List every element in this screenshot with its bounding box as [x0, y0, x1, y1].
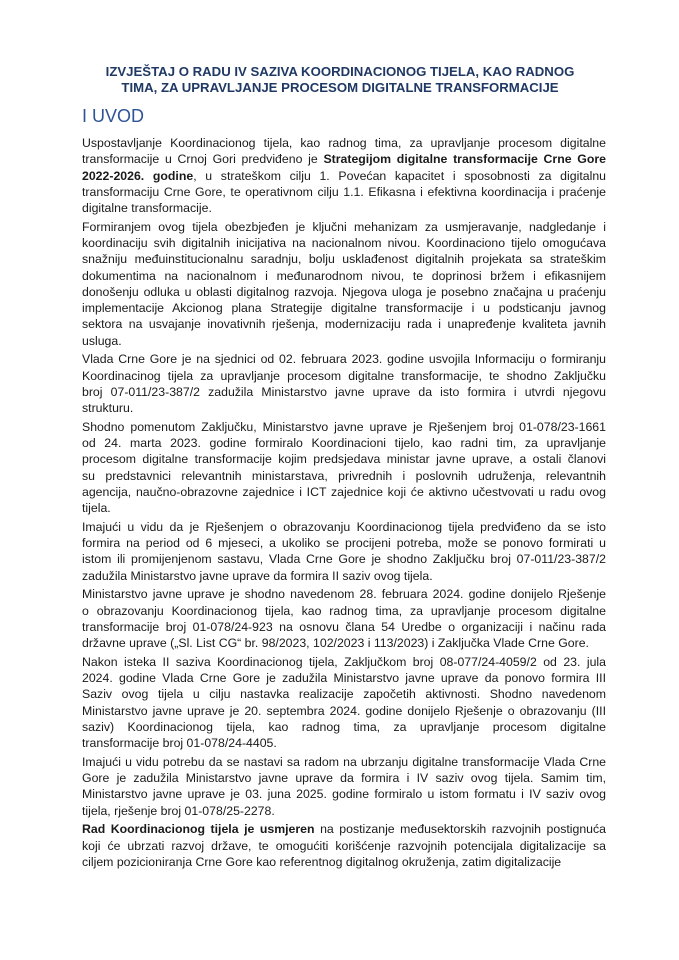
- paragraph: [82, 351, 606, 416]
- text-line: [82, 200, 606, 216]
- paragraph: [82, 219, 606, 349]
- text-line: [82, 368, 606, 384]
- text-line: [82, 770, 606, 786]
- text-line: [82, 500, 606, 516]
- text: zadužila Ministarstvo javne uprave da formira II saziv ovog tijela.: [82, 568, 433, 583]
- text-line: [82, 333, 606, 349]
- text-line: [82, 300, 606, 316]
- text: tijela.: [82, 501, 111, 515]
- paragraph: [82, 754, 606, 819]
- text-line: [82, 251, 606, 267]
- text-line: [82, 719, 606, 735]
- text: procesom digitalne transformacije kojim predsjedava ministar javne uprave, a ostali članovi: [82, 452, 606, 467]
- bold-text: Strategijom digitalne transformacije Crne Gore: [323, 152, 606, 167]
- paragraph: [82, 135, 606, 216]
- text: Shodno pomenutom Zaključku, Ministarstvo javne uprave je Rješenjem broj 01-078/23-1661: [82, 419, 606, 434]
- text: Ministarstvo javne uprave je 03. juna 2025. godine formiralo u istom formatu i IV saziv ovog: [82, 787, 606, 802]
- text: transformacije broj 01-078/24-4405.: [82, 736, 277, 750]
- paragraph: [82, 419, 606, 517]
- text-line: [82, 803, 606, 819]
- text-line: [82, 168, 606, 184]
- text-line: [82, 568, 606, 584]
- text-line: [82, 786, 606, 802]
- text-line: [82, 219, 606, 235]
- text-line: [82, 735, 606, 751]
- text: Ministarstvo javne uprave je 20. septembra 2024. godine donijelo Rješenje o obrazovanju (III: [82, 703, 606, 718]
- text-line: [82, 838, 606, 854]
- bold-text: Rad Koordinacionog tijela je usmjeren: [82, 822, 315, 837]
- text-line: [82, 316, 606, 332]
- document-title: [60, 64, 620, 96]
- text: Gore je zadužila Ministarstvo javne uprave da formira i IV saziv ovog tijela. Samim tim,: [82, 771, 606, 785]
- text-line: [82, 586, 606, 602]
- text: Imajući u vidu da je Rješenjem o obrazovanju Koordinacionog tijela predviđeno da se isto: [82, 519, 606, 534]
- text-line: [82, 451, 606, 467]
- text: Nakon isteka II saziva Koordinacionog tijela, Zaključkom broj 08-077/24-4059/2 od 23. jula: [82, 654, 606, 669]
- text-line: [82, 686, 606, 702]
- paragraph: [82, 519, 606, 584]
- text-line: [82, 654, 606, 670]
- text: Formiranjem ovog tijela obezbjeđen je ključni mehanizam za usmjeravanje, nadgledanje i: [82, 219, 606, 234]
- text-line: [82, 184, 606, 200]
- paragraph: [82, 586, 606, 651]
- text-line: [82, 135, 606, 151]
- text-line: [82, 670, 606, 686]
- text: koji će ubrzati razvoj države, te omogućiti korišćenje razvojnih potencijala digitalizacije sa: [82, 838, 606, 853]
- text: transformacije broj 01-078/24-923 na osnovu člana 54 Uredbe o organizaciji i načinu rada: [82, 619, 606, 634]
- text: od 24. marta 2023. godine formiralo Koordinacioni tijelo, kao radni tim, za upravljanje: [82, 436, 606, 450]
- text-line: [82, 435, 606, 451]
- text-line: [82, 235, 606, 251]
- text: transformaciju Crne Gore, te operativnom cilju 1.1. Efikasna i efektivna koordinacija i praćenje: [82, 184, 606, 199]
- text-line: [82, 151, 606, 167]
- text: usluga.: [82, 333, 122, 348]
- text: na postizanje međusektorskih razvojnih postignuća: [314, 822, 607, 837]
- text: saziv) Koordinacionog tijela, kao radnog tima, za upravljanje procesom digitalne: [82, 719, 606, 734]
- text: o obrazovanju Koordinacionog tijela, kao radnog tima, za upravljanje procesom digitalne: [82, 603, 606, 618]
- text-line: [82, 400, 606, 416]
- paragraph: [82, 654, 606, 752]
- text: broj 07-011/23-387/2 zadužila Ministarstvo javne uprave da isto formira i utvrdi njegovu: [82, 384, 606, 399]
- text: 2024. godine Vlada Crne Gore je zadužila Ministarstvo javne uprave da ponovo formira III: [82, 671, 606, 685]
- text: sektora na usvajanje inovativnih rješenja, modernizaciju rada i unapređenje kvaliteta javnih: [82, 317, 606, 332]
- text-line: [82, 468, 606, 484]
- text-line: [82, 284, 606, 300]
- text: digitalne transformacije.: [82, 201, 212, 215]
- text: istom ili promijenjenom sastavu, Vlada Crne Gore je shodno Zaključku broj 07-011/23-387/2: [82, 552, 606, 567]
- text-line: [82, 754, 606, 770]
- text: strukturu.: [82, 401, 134, 415]
- text-line: [82, 703, 606, 719]
- text: dokumentima na nacionalnom i međunarodnom nivou, te doprinosi bržem i efikasnijem: [82, 268, 606, 283]
- text-line: [82, 268, 606, 284]
- text-line: [82, 603, 606, 619]
- text: snažniju međuinstitucionalnu saradnju, bolju usklađenost digitalnih projekata sa strateškim: [82, 252, 606, 267]
- text: formira na period od 6 mjeseci, a ukoliko se procijeni potreba, može se ponovo formirati u: [82, 536, 606, 550]
- text-line: [82, 551, 606, 567]
- text-line: [82, 635, 606, 651]
- text: Vlada Crne Gore je na sjednici od 02. februara 2023. godine usvojila Informaciju o formiranju: [82, 352, 606, 367]
- text-line: [82, 351, 606, 367]
- text-line: [82, 619, 606, 635]
- text-line: [82, 519, 606, 535]
- section-heading: I UVOD: [82, 106, 145, 126]
- text-line: [82, 384, 606, 400]
- text: , u strateškom cilju 1. Povećan kapacitet i sposobnosti za digitalnu: [193, 168, 606, 183]
- text: državne uprave („Sl. List CG“ br. 98/2023, 102/2023 i 113/2023) i Zaključka Vlade Crne Gore.: [82, 636, 589, 650]
- text: koordinaciju svih digitalnih inicijativa na nacionalnom nivou. Koordinaciono tijelo omogućava: [82, 236, 606, 250]
- bold-text: 2022-2026. godine: [82, 168, 194, 183]
- text-line: [82, 419, 606, 435]
- text: su predstavnici relevantnih ministarstava, privrednih i poslovnih udruženja, relevantnih: [82, 468, 606, 483]
- text: donošenju odluka u oblasti digitalnog razvoja. Njegova uloga je posebno značajna u praćenju: [82, 284, 606, 299]
- text: agencija, naučno-obrazovne zajednice i ICT zajednice koji će aktivno učestvovati u radu ovog: [82, 484, 606, 499]
- text: Uspostavljanje Koordinacionog tijela, kao radnog tima, za upravljanje procesom digitalne: [82, 136, 606, 150]
- document-body: [82, 135, 606, 873]
- text-line: [82, 484, 606, 500]
- paragraph: [82, 821, 606, 870]
- text: Saziv ovog tijela u cilju nastavka realizacije započetih aktivnosti. Shodno navedenom: [82, 687, 606, 702]
- text: implementacije Akcionog plana Strategije digitalne transformacije i u podsticanju javnog: [82, 301, 606, 315]
- text-line: [82, 535, 606, 551]
- text: tijela, rješenje broj 01-078/25-2278.: [82, 803, 275, 818]
- text-line: [82, 854, 606, 870]
- text: Ministarstvo javne uprave je shodno navedenom 28. februara 2024. godine donijelo Rješenje: [82, 587, 606, 602]
- document-title-line: IZVJEŠTAJ O RADU IV SAZIVA KOORDINACIONOG TIJELA, KAO RADNOG: [105, 64, 575, 79]
- text: Imajući u vidu potrebu da se nastavi sa radom na ubrzanju digitalne transformacije Vlada Crne: [82, 754, 606, 769]
- text: ciljem pozicioniranja Crne Gore kao referentnog digitalnog okruženja, zatim digitalizacije: [82, 854, 562, 869]
- text-line: [82, 821, 606, 837]
- document-title-line: TIMA, ZA UPRAVLJANJE PROCESOM DIGITALNE TRANSFORMACIJE: [121, 80, 559, 95]
- text: Koordinacinog tijela za upravljanje procesom digitalne transformacije, te shodno Zaključku: [82, 368, 606, 383]
- text: transformacije u Crnoj Gori predviđeno je: [82, 152, 324, 167]
